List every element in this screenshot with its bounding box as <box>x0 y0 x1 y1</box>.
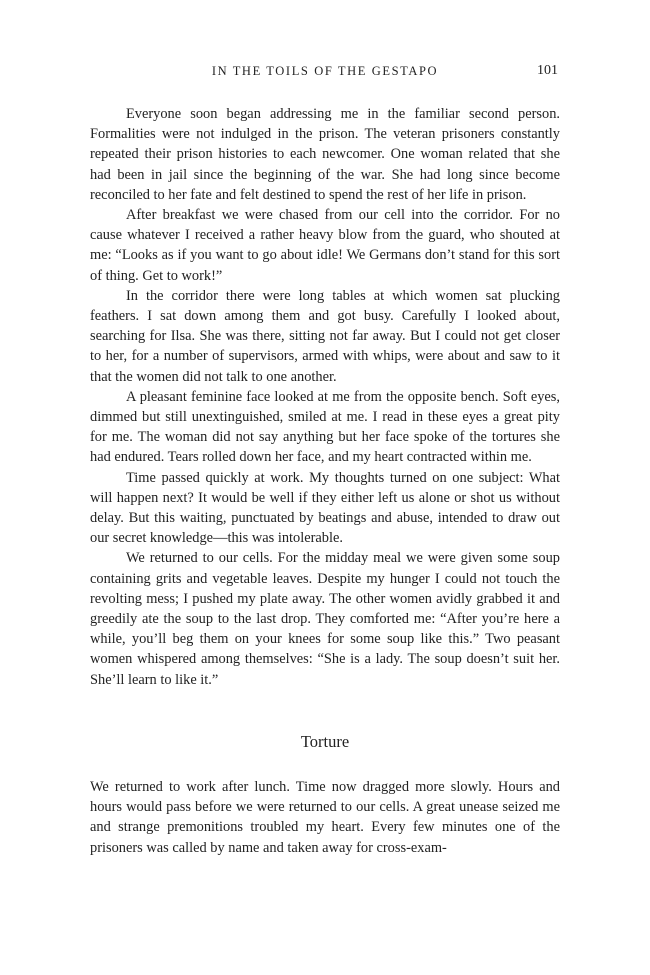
paragraph: We returned to our cells. For the midday meal we were given some soup containing grits and vegetable leaves. Despite my hunger I could not touch the revolting mess; I pushed my plate away. The other women avidly grabbed it and greedily ate the soup to the last drop. They comforted me: “After you’re here a while, you’ll beg them on your knees for some soup like this.” Two peasant women whispered among themselves: “She is a lady. The soup doesn’t suit her. She’ll learn to like it.” <box>90 550 560 688</box>
paragraph: After breakfast we were chased from our cell into the corridor. For no cause whatever I received a rather heavy blow from the guard, who shouted at me: “Looks as if you want to go about idle! We Germans don’t stand for this sort of thing. Get to work!” <box>90 207 560 284</box>
running-title: IN THE TOILS OF THE GESTAPO <box>211 64 439 78</box>
paragraph: Time passed quickly at work. My thoughts turned on one subject: What will happen next? It would be well if they either left us alone or shot us without delay. But this waiting, punctuated by beatings and abuse, intended to draw out our secret knowledge—this was intolerable. <box>90 469 560 547</box>
section-heading: Torture <box>300 731 350 751</box>
section-first-paragraph: We returned to work after lunch. Time now dragged more slowly. Hours and hours would pass before we were returned to our cells. A great unease seized me and strange premonitions troubled my heart. Every few minutes one of the prisoners was called by name and taken away for cross-exam- <box>90 778 560 856</box>
page-number: 101 <box>537 63 558 78</box>
paragraph: Everyone soon began addressing me in the familiar second person. Formalities were not indulged in the prison. The veteran prisoners constantly repeated their prison histories to each newcomer. One woman related that she had been in jail since the beginning of the war. She had long since become reconciled to her fate and felt destined to spend the rest of her life in prison. <box>90 106 560 203</box>
paragraph: In the corridor there were long tables at which women sat plucking feathers. I sat down among them and got busy. Carefully I looked about, searching for Ilsa. She was there, sitting not far away. But I could not get closer to her, for a number of supervisors, armed with whips, were about and saw to it that the women did not talk to one another. <box>90 287 560 385</box>
running-header <box>90 60 560 82</box>
body-text <box>90 104 560 858</box>
paragraph: A pleasant feminine face looked at me from the opposite bench. Soft eyes, dimmed but still unextinguished, smiled at me. I read in these eyes a great pity for me. The woman did not say anything but her face spoke of the tortures she had endured. Tears rolled down her face, and my heart contracted within me. <box>90 388 560 466</box>
